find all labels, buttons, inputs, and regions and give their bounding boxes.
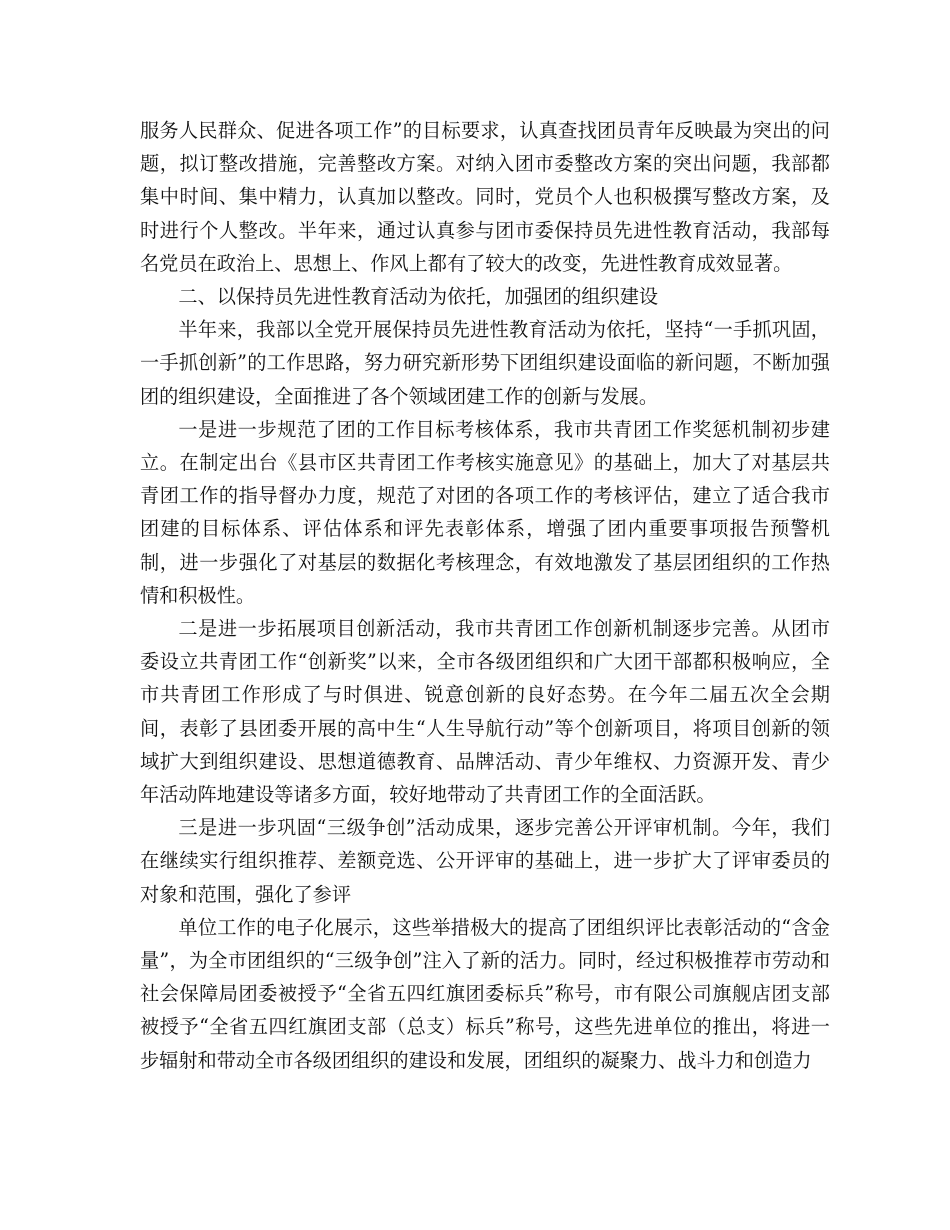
section-heading-2: 二、以保持员先进性教育活动为依托，加强团的组织建设 (178, 285, 659, 309)
paragraph-3: 半年来，我部以全党开展保持员先进性教育活动为依托，坚持“一手抓巩固，一手抓创新”的工作思路，努力研究新形势下团组织建设面临的新问题，不断加强团的组织建设，全面推进了各个领域团建工作的创新与发展。 (140, 318, 830, 408)
paragraph-4: 一是进一步规范了团的工作目标考核体系，我市共青团工作奖惩机制初步建立。在制定出台《县市区共青团工作考核实施意见》的基础上，加大了对基层共青团工作的指导督办力度，规范了对团的各项工作的考核评估，建立了适合我市团建的目标体系、评估体系和评先表彰体系，增强了团内重要事项报告预警机制，进一步强化了对基层的数据化考核理念，有效地激发了基层团组织的工作热情和积极性。 (140, 417, 830, 607)
paragraph-7: 单位工作的电子化展示，这些举措极大的提高了团组织评比表彰活动的“含金量”，为全市团组织的“三级争创”注入了新的活力。同时，经过积极推荐市劳动和社会保障局团委被授予“全省五四红旗团委标兵”称号，市有限公司旗舰店团支部被授予“全省五四红旗团支部（总支）标兵”称号，这些先进单位的推出，将进一步辐射和带动全市各级团组织的建设和发展，团组织的凝聚力、战斗力和创造力 (140, 915, 830, 1072)
paragraph-5: 二是进一步拓展项目创新活动，我市共青团工作创新机制逐步完善。从团市委设立共青团工作“创新奖”以来，全市各级团组织和广大团干部都积极响应，全市共青团工作形成了与时俱进、锐意创新的良好态势。在今年二届五次全会期间，表彰了县团委开展的高中生“人生导航行动”等个创新项目，将项目创新的领域扩大到组织建设、思想道德教育、品牌活动、青少年维权、力资源开发、青少年活动阵地建设等诸多方面，较好地带动了共青团工作的全面活跃。 (140, 617, 830, 807)
document-page (140, 114, 830, 1077)
paragraph-1: 服务人民群众、促进各项工作”的目标要求，认真查找团员青年反映最为突出的问题，拟订整改措施，完善整改方案。对纳入团市委整改方案的突出问题，我部都集中时间、集中精力，认真加以整改。同时，党员个人也积极撰写整改方案，及时进行个人整改。半年来，通过认真参与团市委保持员先进性教育活动，我部每名党员在政治上、思想上、作风上都有了较大的改变，先进性教育成效显著。 (140, 119, 830, 275)
paragraph-6: 三是进一步巩固“三级争创”活动成果，逐步完善公开评审机制。今年，我们在继续实行组织推荐、差额竞选、公开评审的基础上，进一步扩大了评审委员的对象和范围，强化了参评 (140, 816, 830, 906)
